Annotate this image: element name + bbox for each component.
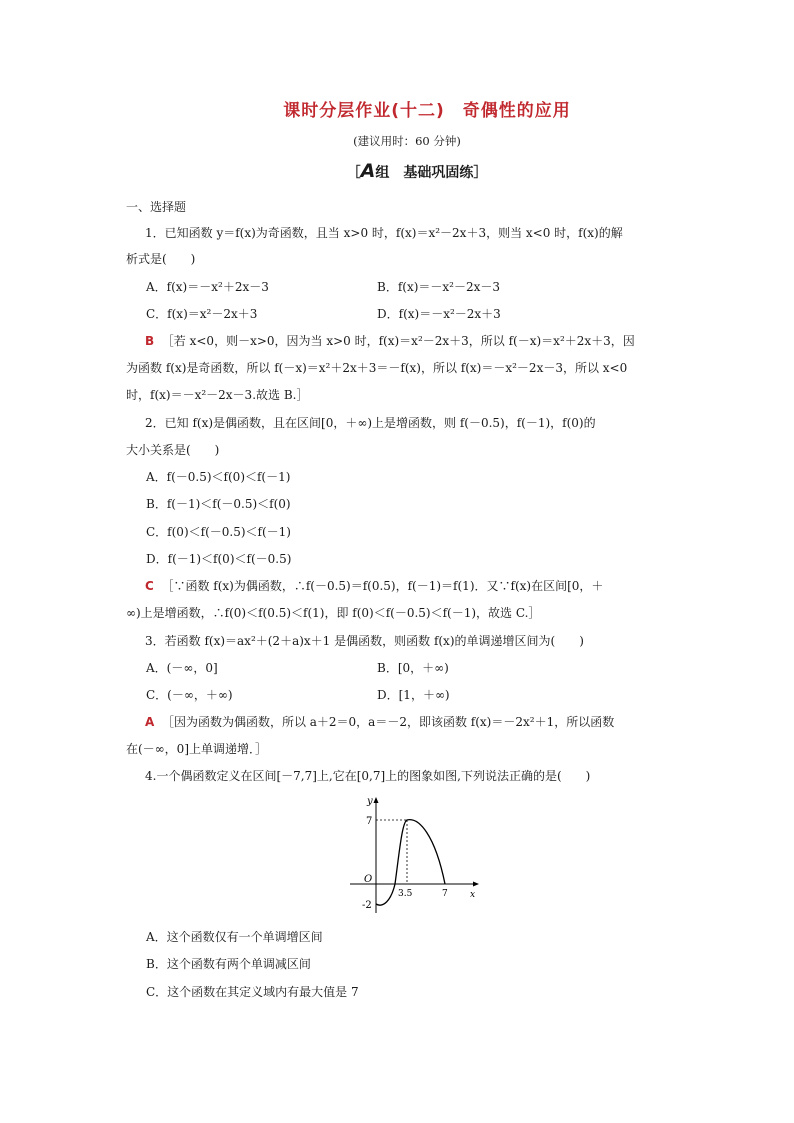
section-heading: 一、选择题 bbox=[126, 200, 187, 214]
y-axis-arrow bbox=[374, 797, 379, 803]
group-heading bbox=[0, 160, 794, 182]
q3-option-c: C．(－∞，＋∞) bbox=[146, 688, 233, 702]
y-tick-neg2: -2 bbox=[362, 900, 372, 911]
group-letter: A bbox=[360, 160, 376, 182]
q1-stem-line2: 析式是( ) bbox=[126, 252, 196, 266]
q3-stem-line1: 3．若函数 f(x)＝ax²＋(2＋a)x＋1 是偶函数，则函数 f(x)的单调递增区间为( ) bbox=[145, 634, 584, 648]
q2-option-d: D．f(－1)＜f(0)＜f(－0.5) bbox=[146, 552, 292, 566]
y-tick-7: 7 bbox=[366, 816, 373, 827]
q2-stem-line2: 大小关系是( ) bbox=[126, 443, 220, 457]
q3-explanation-line2: 在(－∞，0]上单调递增．］ bbox=[126, 742, 267, 756]
page-title: 课时分层作业(十二) 奇偶性的应用 bbox=[283, 101, 571, 121]
q3-explanation-line1 bbox=[145, 714, 614, 730]
q1-option-d: D．f(x)＝－x²－2x＋3 bbox=[377, 307, 501, 321]
q1-explanation-text1: ［若 x<0，则－x>0，因为当 x>0 时，f(x)＝x²－2x＋3，所以 f(－x)＝x²＋2x＋3，因 bbox=[161, 334, 635, 348]
x-axis-arrow bbox=[473, 882, 479, 887]
q1-explanation-line1 bbox=[145, 333, 635, 349]
q2-option-a: A．f(－0.5)＜f(0)＜f(－1) bbox=[146, 470, 291, 484]
q1-answer: B bbox=[145, 334, 155, 348]
q3-option-b: B．[0，＋∞) bbox=[377, 661, 449, 675]
q3-option-a: A．(－∞，0] bbox=[146, 661, 218, 675]
q1-option-a: A．f(x)＝－x²＋2x－3 bbox=[146, 280, 269, 294]
q4-function-graph bbox=[345, 795, 480, 915]
q3-option-d: D．[1，＋∞) bbox=[377, 688, 450, 702]
q1-explanation-line3: 时，f(x)＝－x²－2x－3.故选 B.］ bbox=[126, 388, 309, 402]
q4-option-b: B．这个函数有两个单调减区间 bbox=[146, 957, 311, 971]
x-tick-3-5: 3.5 bbox=[398, 889, 413, 899]
q2-explanation-text1: ［∵函数 f(x)为偶函数，∴f(－0.5)＝f(0.5)，f(－1)＝f(1)．又∵f(x)在区间[0，＋ bbox=[161, 579, 604, 593]
y-axis-label: y bbox=[367, 796, 373, 807]
x-axis-label: x bbox=[470, 890, 476, 900]
suggested-time: (建议用时：60 分钟) bbox=[353, 134, 461, 148]
q1-option-b: B．f(x)＝－x²－2x－3 bbox=[377, 280, 501, 294]
q2-explanation-line1 bbox=[145, 578, 603, 594]
q2-explanation-line2: ∞)上是增函数，∴f(0)＜f(0.5)＜f(1)，即 f(0)＜f(－0.5)＜f(－1)，故选 C.］ bbox=[126, 606, 541, 620]
group-open-bracket: ［ bbox=[346, 165, 361, 181]
x-tick-7: 7 bbox=[442, 889, 448, 899]
q4-option-a: A．这个函数仅有一个单调增区间 bbox=[146, 930, 323, 944]
q2-option-c: C．f(0)＜f(－0.5)＜f(－1) bbox=[146, 525, 291, 539]
q3-explanation-text1: ［因为函数为偶函数，所以 a＋2＝0，a＝－2，即该函数 f(x)＝－2x²＋1，所以函数 bbox=[161, 715, 615, 729]
group-close-bracket: ］ bbox=[473, 165, 488, 181]
q2-stem-line1: 2．已知 f(x)是偶函数，且在区间[0，＋∞)上是增函数，则 f(－0.5)，f(－1)，f(0)的 bbox=[145, 416, 596, 430]
origin-label: O bbox=[364, 874, 373, 885]
q2-answer: C bbox=[145, 579, 154, 593]
q3-answer: A bbox=[145, 715, 155, 729]
q4-option-c: C．这个函数在其定义域内有最大值是 7 bbox=[146, 985, 359, 999]
q1-option-c: C．f(x)＝x²－2x＋3 bbox=[146, 307, 258, 321]
q2-option-b: B．f(－1)＜f(－0.5)＜f(0) bbox=[146, 497, 291, 511]
q1-stem-line1: 1．已知函数 y＝f(x)为奇函数，且当 x>0 时，f(x)＝x²－2x＋3，则当 x<0 时，f(x)的解 bbox=[145, 226, 623, 240]
group-label: 组 基础巩固练 bbox=[375, 165, 474, 181]
q1-explanation-line2: 为函数 f(x)是奇函数，所以 f(－x)＝x²＋2x＋3＝－f(x)，所以 f(x)＝－x²－2x－3，所以 x<0 bbox=[126, 361, 628, 375]
q4-stem-line1: 4.一个偶函数定义在区间[－7,7]上,它在[0,7]上的图象如图,下列说法正确的是( ) bbox=[145, 769, 591, 783]
